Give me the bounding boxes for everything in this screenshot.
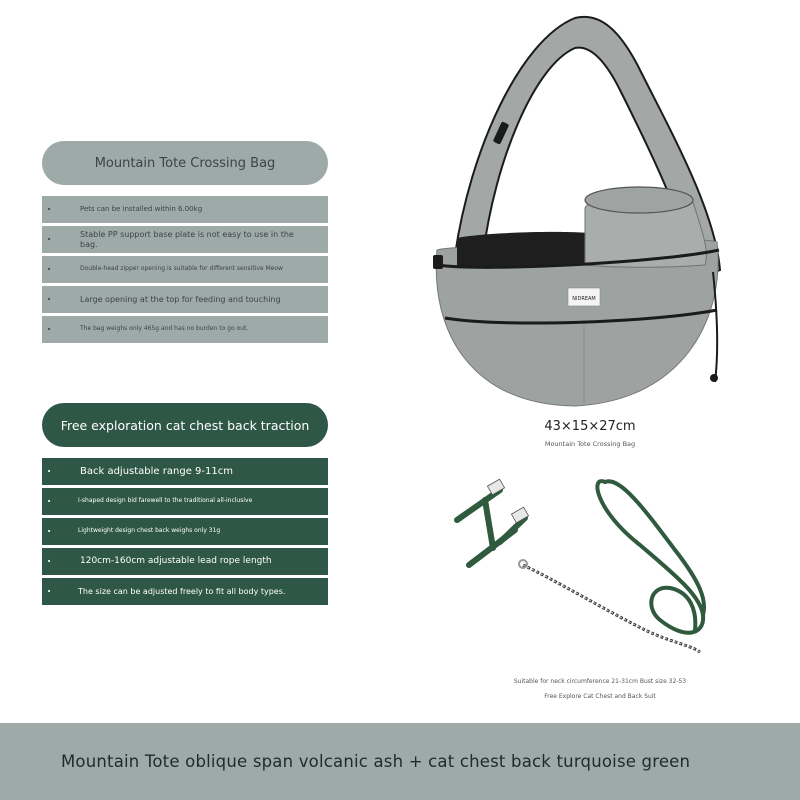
bullet-icon: • <box>47 497 52 505</box>
list-item: • Double-head zipper opening is suitable for different sensitive Meow <box>42 256 328 283</box>
bag-caption: Mountain Tote Crossing Bag <box>544 440 636 448</box>
harness-image <box>445 470 715 665</box>
bullet-icon: • <box>47 467 52 475</box>
bag-section-title: Mountain Tote Crossing Bag <box>42 141 328 185</box>
list-item: • 120cm-160cm adjustable lead rope length <box>42 548 328 575</box>
bullet-icon: • <box>47 325 52 333</box>
bullet-icon: • <box>47 527 52 535</box>
bullet-icon: • <box>47 205 52 213</box>
bag-feature-list <box>42 196 328 346</box>
lead-rope <box>523 565 700 652</box>
list-item: • I-shaped design bid farewell to the traditional all-inclusive <box>42 488 328 515</box>
bullet-icon: • <box>47 557 52 565</box>
harness-section-title: Free exploration cat chest back traction <box>42 403 328 447</box>
footer-banner: Mountain Tote oblique span volcanic ash + cat chest back turquoise green <box>0 723 800 800</box>
bag-dimensions: 43×15×27cm <box>544 419 636 434</box>
list-item: • Lightweight design chest back weighs only 31g <box>42 518 328 545</box>
brand-label: NIDREAM <box>572 296 596 302</box>
harness-feature-list <box>42 458 328 608</box>
list-item: • The bag weighs only 465g and has no burden to go out. <box>42 316 328 343</box>
list-item: • Large opening at the top for feeding and touching <box>42 286 328 313</box>
bullet-icon: • <box>47 235 52 243</box>
harness <box>457 490 525 565</box>
harness-caption-size: Suitable for neck circumference 21-31cm Bust size 32-53 <box>513 678 687 685</box>
list-item: • Stable PP support base plate is not easy to use in the bag. <box>42 226 328 253</box>
list-item: • Pets can be installed within 6.00kg <box>42 196 328 223</box>
leash <box>597 481 703 633</box>
list-item: • Back adjustable range 9-11cm <box>42 458 328 485</box>
harness-caption-name: Free Explore Cat Chest and Back Suit <box>544 693 656 700</box>
bag-image <box>425 10 735 415</box>
bullet-icon: • <box>47 265 52 273</box>
bullet-icon: • <box>47 295 52 303</box>
bullet-icon: • <box>47 587 52 595</box>
list-item: • The size can be adjusted freely to fit all body types. <box>42 578 328 605</box>
